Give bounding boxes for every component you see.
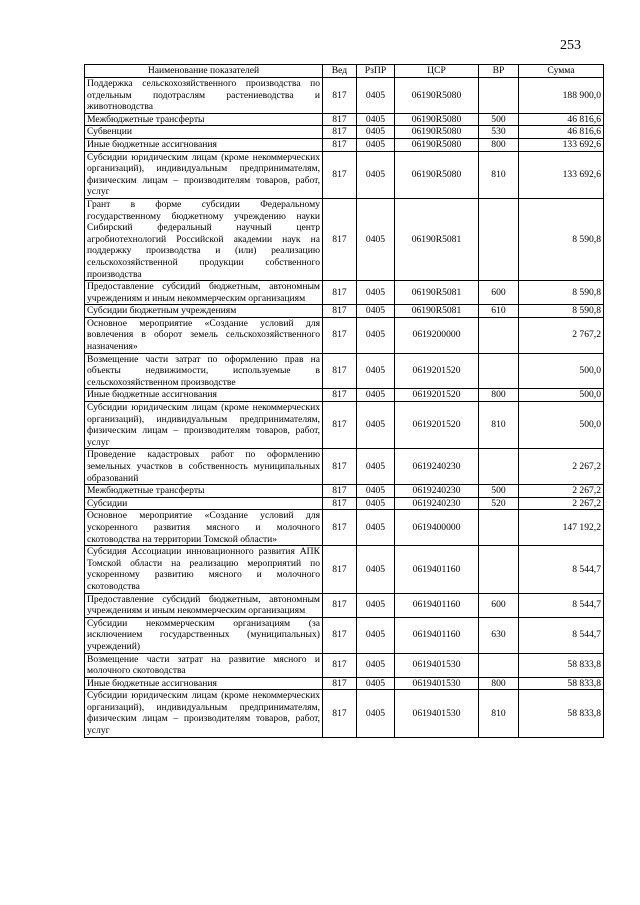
table-row — [85, 353, 604, 389]
cell-sum: 133 692,6 — [519, 151, 604, 198]
cell-sum: 46 816,6 — [519, 113, 604, 126]
cell-vr: 500 — [479, 113, 519, 126]
cell-csr: 06190R5080 — [395, 126, 479, 139]
table-row — [85, 305, 604, 318]
cell-name: Возмещение части затрат на развитие мясного и молочного скотоводства — [85, 653, 323, 677]
table-row — [85, 317, 604, 353]
cell-name: Поддержка сельскохозяйственного производства по отдельным подотраслям растениеводства и животноводства — [85, 78, 323, 114]
cell-ved: 817 — [323, 449, 357, 485]
cell-csr: 0619240230 — [395, 485, 479, 498]
cell-sum: 188 900,0 — [519, 78, 604, 114]
cell-ved: 817 — [323, 78, 357, 114]
cell-ved: 817 — [323, 593, 357, 617]
cell-csr: 06190R5081 — [395, 198, 479, 280]
cell-rzpr: 0405 — [357, 402, 395, 449]
cell-rzpr: 0405 — [357, 305, 395, 318]
cell-ved: 817 — [323, 690, 357, 737]
cell-ved: 817 — [323, 617, 357, 653]
cell-rzpr: 0405 — [357, 690, 395, 737]
cell-csr: 06190R5080 — [395, 151, 479, 198]
table-row — [85, 402, 604, 449]
cell-csr: 0619401530 — [395, 677, 479, 690]
cell-ved: 817 — [323, 677, 357, 690]
cell-vr — [479, 546, 519, 593]
cell-csr: 06190R5081 — [395, 305, 479, 318]
cell-ved: 817 — [323, 281, 357, 305]
cell-csr: 0619240230 — [395, 497, 479, 510]
cell-rzpr: 0405 — [357, 198, 395, 280]
header-csr: ЦСР — [395, 65, 479, 78]
cell-vr: 810 — [479, 402, 519, 449]
cell-name: Проведение кадастровых работ по оформлению земельных участков в собственность муниципальных образований — [85, 449, 323, 485]
cell-rzpr: 0405 — [357, 653, 395, 677]
cell-ved: 817 — [323, 389, 357, 402]
cell-vr — [479, 510, 519, 546]
cell-vr: 800 — [479, 389, 519, 402]
cell-sum: 2 267,2 — [519, 485, 604, 498]
header-ved: Вед — [323, 65, 357, 78]
cell-sum: 46 816,6 — [519, 126, 604, 139]
cell-csr: 0619400000 — [395, 510, 479, 546]
table-row — [85, 126, 604, 139]
cell-sum: 2 267,2 — [519, 497, 604, 510]
cell-rzpr: 0405 — [357, 113, 395, 126]
cell-sum: 8 590,8 — [519, 305, 604, 318]
cell-name: Субсидия Ассоциации инновационного развития АПК Томской области на реализацию мероприятий по ускоренному развитию мясного и молочного скотоводства — [85, 546, 323, 593]
cell-csr: 0619401160 — [395, 617, 479, 653]
table-row — [85, 690, 604, 737]
cell-vr: 600 — [479, 593, 519, 617]
cell-csr: 06190R5080 — [395, 138, 479, 151]
table-row — [85, 485, 604, 498]
table-row — [85, 677, 604, 690]
cell-name: Иные бюджетные ассигнования — [85, 138, 323, 151]
cell-vr: 630 — [479, 617, 519, 653]
cell-name: Иные бюджетные ассигнования — [85, 677, 323, 690]
cell-rzpr: 0405 — [357, 449, 395, 485]
cell-vr — [479, 449, 519, 485]
cell-csr: 0619201520 — [395, 402, 479, 449]
cell-ved: 817 — [323, 305, 357, 318]
cell-csr: 06190R5080 — [395, 113, 479, 126]
header-sum: Сумма — [519, 65, 604, 78]
cell-sum: 2 767,2 — [519, 317, 604, 353]
cell-name: Субсидии юридическим лицам (кроме некоммерческих организаций), индивидуальным предпринимателям, физическим лицам – производителям товаров, работ, услуг — [85, 690, 323, 737]
cell-ved: 817 — [323, 402, 357, 449]
cell-name: Субсидии юридическим лицам (кроме некоммерческих организаций), индивидуальным предпринимателям, физическим лицам – производителям товаров, работ, услуг — [85, 151, 323, 198]
cell-name: Предоставление субсидий бюджетным, автономным учреждениям и иным некоммерческим организациям — [85, 593, 323, 617]
cell-sum: 8 544,7 — [519, 593, 604, 617]
cell-vr: 800 — [479, 138, 519, 151]
cell-rzpr: 0405 — [357, 677, 395, 690]
cell-vr — [479, 317, 519, 353]
cell-ved: 817 — [323, 510, 357, 546]
cell-ved: 817 — [323, 353, 357, 389]
cell-sum: 58 833,8 — [519, 653, 604, 677]
cell-sum: 500,0 — [519, 389, 604, 402]
cell-name: Основное мероприятие «Создание условий для ускоренного развития мясного и молочного скотоводства на территории Томской области» — [85, 510, 323, 546]
cell-vr — [479, 353, 519, 389]
cell-vr — [479, 78, 519, 114]
table-row — [85, 617, 604, 653]
cell-vr — [479, 198, 519, 280]
cell-name: Субвенции — [85, 126, 323, 139]
cell-vr: 810 — [479, 690, 519, 737]
cell-vr: 810 — [479, 151, 519, 198]
table-row — [85, 138, 604, 151]
cell-csr: 0619240230 — [395, 449, 479, 485]
cell-name: Основное мероприятие «Создание условий для вовлечения в оборот земель сельскохозяйственного назначения» — [85, 317, 323, 353]
cell-vr: 610 — [479, 305, 519, 318]
cell-sum: 500,0 — [519, 402, 604, 449]
cell-vr: 530 — [479, 126, 519, 139]
cell-ved: 817 — [323, 497, 357, 510]
cell-rzpr: 0405 — [357, 497, 395, 510]
header-rzpr: РзПР — [357, 65, 395, 78]
cell-name: Субсидии бюджетным учреждениям — [85, 305, 323, 318]
cell-sum: 8 544,7 — [519, 546, 604, 593]
cell-vr: 600 — [479, 281, 519, 305]
cell-sum: 58 833,8 — [519, 690, 604, 737]
cell-csr: 0619401530 — [395, 690, 479, 737]
cell-name: Предоставление субсидий бюджетным, автономным учреждениям и иным некоммерческим организациям — [85, 281, 323, 305]
cell-ved: 817 — [323, 317, 357, 353]
table-row — [85, 546, 604, 593]
cell-rzpr: 0405 — [357, 353, 395, 389]
table-row — [85, 653, 604, 677]
cell-ved: 817 — [323, 546, 357, 593]
cell-ved: 817 — [323, 198, 357, 280]
cell-rzpr: 0405 — [357, 485, 395, 498]
cell-sum: 8 590,8 — [519, 281, 604, 305]
cell-csr: 0619401160 — [395, 546, 479, 593]
cell-sum: 133 692,6 — [519, 138, 604, 151]
cell-vr — [479, 653, 519, 677]
cell-vr: 500 — [479, 485, 519, 498]
table-body — [85, 78, 604, 738]
cell-rzpr: 0405 — [357, 78, 395, 114]
cell-csr: 0619401530 — [395, 653, 479, 677]
table-row — [85, 497, 604, 510]
cell-sum: 8 544,7 — [519, 617, 604, 653]
cell-name: Межбюджетные трансферты — [85, 485, 323, 498]
table-row — [85, 510, 604, 546]
cell-ved: 817 — [323, 485, 357, 498]
cell-name: Субсидии — [85, 497, 323, 510]
budget-table — [84, 64, 604, 738]
cell-csr: 0619201520 — [395, 353, 479, 389]
cell-rzpr: 0405 — [357, 281, 395, 305]
table-row — [85, 78, 604, 114]
cell-csr: 0619200000 — [395, 317, 479, 353]
cell-rzpr: 0405 — [357, 617, 395, 653]
table-row — [85, 113, 604, 126]
table-row — [85, 449, 604, 485]
cell-name: Субсидии юридическим лицам (кроме некоммерческих организаций), индивидуальным предпринимателям, физическим лицам – производителям товаров, работ, услуг — [85, 402, 323, 449]
cell-name: Субсидии некоммерческим организациям (за исключением государственных (муниципальных) учреждений) — [85, 617, 323, 653]
cell-rzpr: 0405 — [357, 510, 395, 546]
cell-csr: 0619401160 — [395, 593, 479, 617]
page-number: 253 — [560, 38, 581, 53]
cell-rzpr: 0405 — [357, 317, 395, 353]
cell-rzpr: 0405 — [357, 138, 395, 151]
cell-vr: 800 — [479, 677, 519, 690]
cell-name: Грант в форме субсидии Федеральному государственному бюджетному учреждению науки Сибирский федеральный научный центр агробиотехнологий Российской академии наук на поддержку производства и (или) реализацию сельскохозяйственной продукции собственного производства — [85, 198, 323, 280]
table-row — [85, 593, 604, 617]
table-header-row — [85, 65, 604, 78]
cell-ved: 817 — [323, 126, 357, 139]
cell-rzpr: 0405 — [357, 546, 395, 593]
cell-ved: 817 — [323, 653, 357, 677]
cell-name: Иные бюджетные ассигнования — [85, 389, 323, 402]
cell-sum: 2 267,2 — [519, 449, 604, 485]
cell-sum: 58 833,8 — [519, 677, 604, 690]
table-row — [85, 281, 604, 305]
table-row — [85, 151, 604, 198]
cell-rzpr: 0405 — [357, 389, 395, 402]
cell-csr: 06190R5081 — [395, 281, 479, 305]
header-name: Наименование показателей — [85, 65, 323, 78]
cell-csr: 0619201520 — [395, 389, 479, 402]
cell-ved: 817 — [323, 138, 357, 151]
cell-vr: 520 — [479, 497, 519, 510]
cell-ved: 817 — [323, 151, 357, 198]
cell-csr: 06190R5080 — [395, 78, 479, 114]
cell-rzpr: 0405 — [357, 151, 395, 198]
table-row — [85, 198, 604, 280]
cell-rzpr: 0405 — [357, 593, 395, 617]
cell-name: Возмещение части затрат по оформлению прав на объекты недвижимости, используемые в сельскохозяйственном производстве — [85, 353, 323, 389]
cell-sum: 147 192,2 — [519, 510, 604, 546]
cell-rzpr: 0405 — [357, 126, 395, 139]
table-row — [85, 389, 604, 402]
cell-ved: 817 — [323, 113, 357, 126]
cell-sum: 8 590,8 — [519, 198, 604, 280]
header-vr: ВР — [479, 65, 519, 78]
cell-sum: 500,0 — [519, 353, 604, 389]
cell-name: Межбюджетные трансферты — [85, 113, 323, 126]
